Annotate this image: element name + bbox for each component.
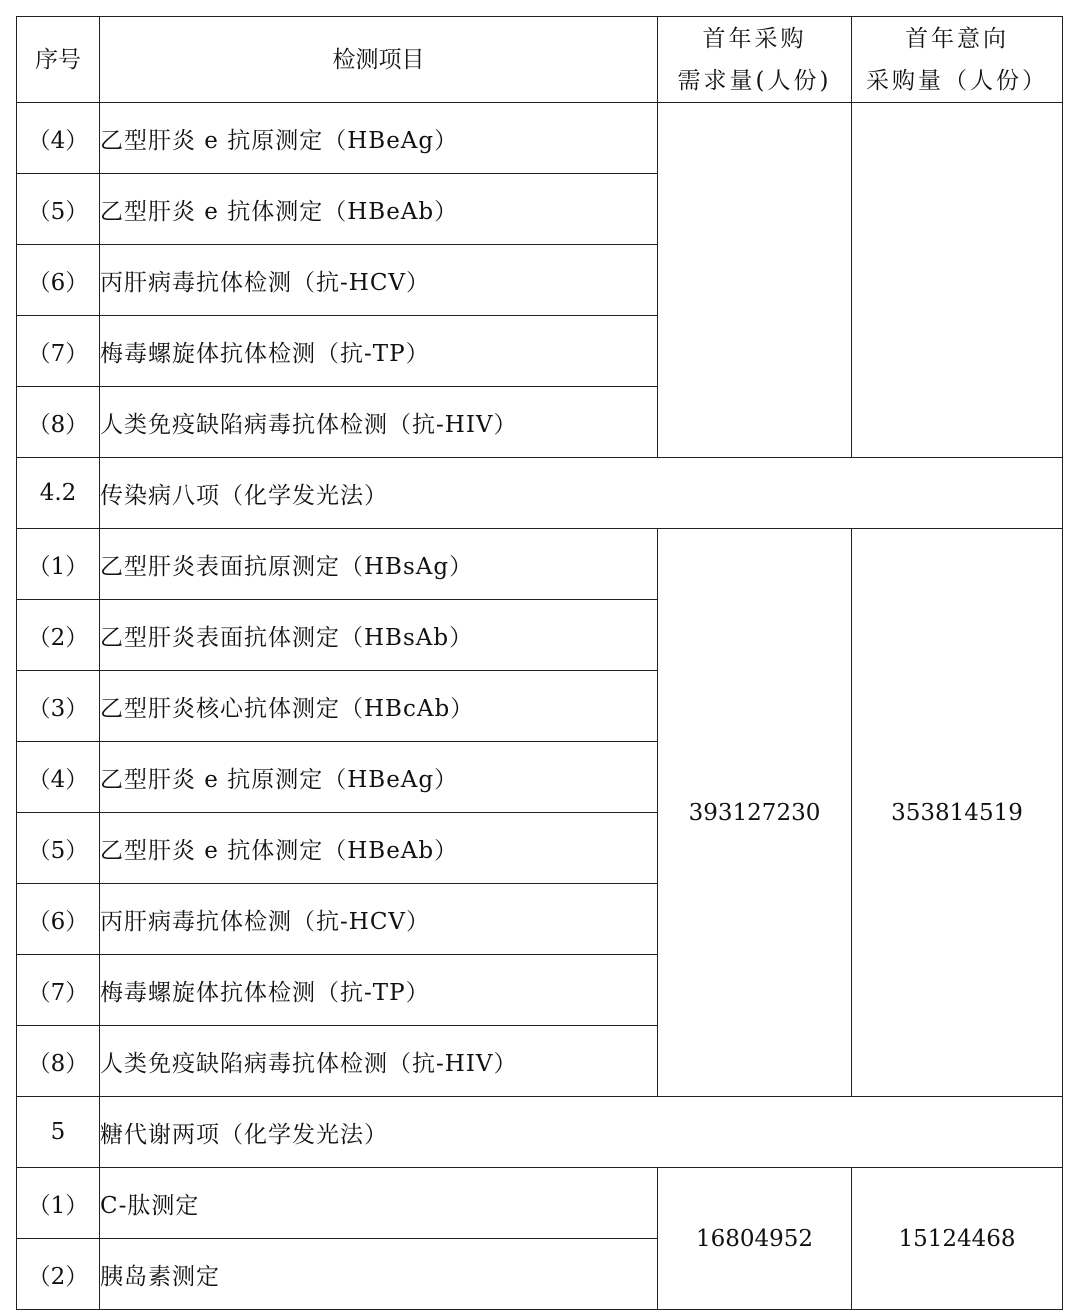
row-index: （1）: [17, 1168, 100, 1239]
row-index: （2）: [17, 600, 100, 671]
row-index: （6）: [17, 884, 100, 955]
row-item: 乙型肝炎 e 抗体测定（HBeAb）: [100, 813, 658, 884]
section-title: 糖代谢两项（化学发光法）: [100, 1097, 1063, 1168]
table-row: [17, 103, 1063, 174]
row-item: 梅毒螺旋体抗体检测（抗-TP）: [100, 955, 658, 1026]
table-header-row: [17, 17, 1063, 103]
section-header-row: [17, 1097, 1063, 1168]
row-index: （7）: [17, 955, 100, 1026]
row-item: 丙肝病毒抗体检测（抗-HCV）: [100, 245, 658, 316]
header-intent-line1: 首年意向: [905, 25, 1009, 52]
intent-cell-empty: [852, 103, 1063, 458]
row-item: 乙型肝炎表面抗原测定（HBsAg）: [100, 529, 658, 600]
row-item: 人类免疫缺陷病毒抗体检测（抗-HIV）: [100, 1026, 658, 1097]
row-item: 乙型肝炎 e 抗体测定（HBeAb）: [100, 174, 658, 245]
intent-value: 353814519: [852, 529, 1063, 1097]
section-index: 5: [17, 1097, 100, 1168]
row-item: 乙型肝炎 e 抗原测定（HBeAg）: [100, 103, 658, 174]
row-item: 乙型肝炎表面抗体测定（HBsAb）: [100, 600, 658, 671]
row-index: （6）: [17, 245, 100, 316]
header-demand-line1: 首年采购: [702, 25, 807, 52]
table-row: [17, 529, 1063, 600]
row-item: 梅毒螺旋体抗体检测（抗-TP）: [100, 316, 658, 387]
row-index: （8）: [17, 1026, 100, 1097]
procurement-table: [16, 16, 1063, 1310]
row-index: （1）: [17, 529, 100, 600]
section-header-row: [17, 458, 1063, 529]
row-item: 乙型肝炎 e 抗原测定（HBeAg）: [100, 742, 658, 813]
row-index: （2）: [17, 1239, 100, 1310]
header-demand: [658, 17, 852, 103]
demand-value: 16804952: [658, 1168, 852, 1310]
row-index: （5）: [17, 813, 100, 884]
demand-cell-empty: [658, 103, 852, 458]
row-index: （4）: [17, 742, 100, 813]
intent-value: 15124468: [852, 1168, 1063, 1310]
table-row: [17, 1168, 1063, 1239]
section-index: 4.2: [17, 458, 100, 529]
row-item: 人类免疫缺陷病毒抗体检测（抗-HIV）: [100, 387, 658, 458]
row-item: 丙肝病毒抗体检测（抗-HCV）: [100, 884, 658, 955]
header-intent: [852, 17, 1063, 103]
section-title: 传染病八项（化学发光法）: [100, 458, 1063, 529]
header-index: 序号: [17, 17, 100, 103]
row-index: （4）: [17, 103, 100, 174]
header-intent-line2: 采购量（人份）: [866, 67, 1048, 94]
row-item: 胰岛素测定: [100, 1239, 658, 1310]
row-index: （8）: [17, 387, 100, 458]
header-demand-line2: 需求量(人份): [677, 67, 832, 94]
row-item: 乙型肝炎核心抗体测定（HBcAb）: [100, 671, 658, 742]
demand-value: 393127230: [658, 529, 852, 1097]
row-item: C-肽测定: [100, 1168, 658, 1239]
row-index: （7）: [17, 316, 100, 387]
row-index: （3）: [17, 671, 100, 742]
row-index: （5）: [17, 174, 100, 245]
header-item: 检测项目: [100, 17, 658, 103]
